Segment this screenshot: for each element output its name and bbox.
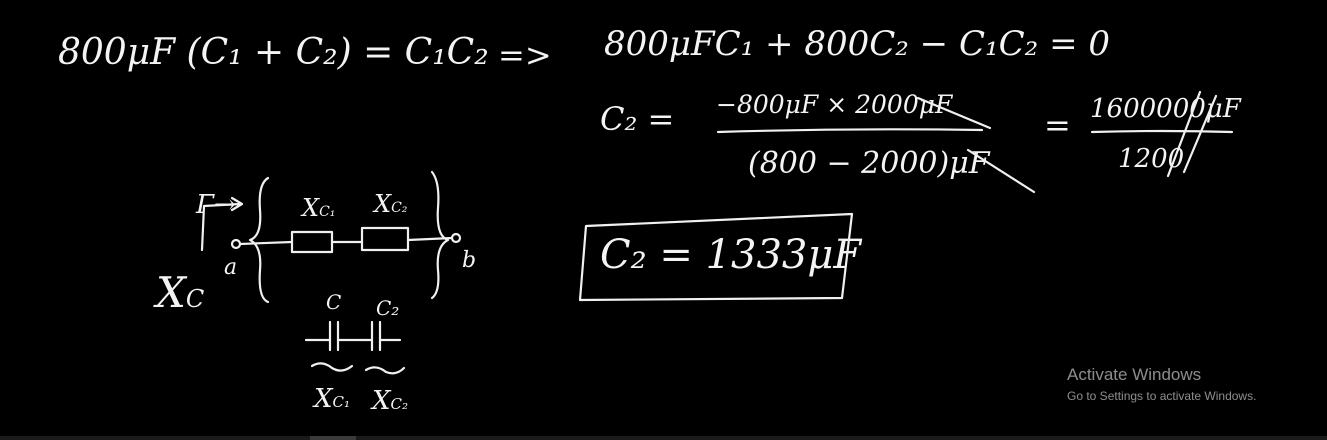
- node-b-label: b: [462, 248, 477, 273]
- c2-lhs: C₂ =: [600, 100, 675, 138]
- node-b-terminal: [452, 234, 460, 242]
- node-a-label: a: [224, 255, 238, 280]
- xc1-top-letter: X: [302, 194, 320, 222]
- circuit-arrow: [202, 198, 242, 250]
- xc1-top-subscript: C₁: [319, 204, 336, 220]
- activation-watermark: [1067, 365, 1256, 403]
- right-brace: [432, 172, 448, 298]
- equals-sign-2: =: [1044, 106, 1071, 144]
- impedance-xc2-box: [362, 228, 408, 250]
- squiggle-1: [312, 363, 352, 370]
- video-progress-track[interactable]: [0, 436, 1327, 440]
- capacitor-c2: [362, 322, 400, 350]
- xc-letter: X: [156, 268, 186, 317]
- fraction2-numerator: 1600000μF: [1090, 94, 1241, 124]
- fraction1-bar: [718, 129, 982, 132]
- cancel-stroke-4: [1184, 96, 1216, 172]
- bottom-xc1-letter: X: [314, 384, 333, 414]
- node-a-terminal: [232, 240, 240, 248]
- fraction1-numerator: −800μF × 2000μF: [716, 90, 953, 119]
- result-box: [580, 214, 852, 300]
- equation-line1-right: 800μFC₁ + 800C₂ − C₁C₂ = 0: [604, 24, 1110, 64]
- fraction2-denominator: 1200: [1118, 144, 1185, 174]
- fraction2-bar: [1092, 131, 1232, 132]
- arrow-label: Γ→: [196, 190, 236, 220]
- implies-arrow: =>: [498, 36, 552, 74]
- cancel-stroke-1: [918, 98, 990, 128]
- video-progress-marker[interactable]: [310, 436, 356, 440]
- squiggle-2: [366, 367, 404, 373]
- bottom-xc2-letter: X: [372, 386, 391, 416]
- watermark-title: Activate Windows: [1067, 365, 1202, 384]
- bottom-xc1-subscript: C₁: [332, 393, 351, 411]
- xc2-top-letter: X: [374, 190, 392, 218]
- xc-subscript: C: [185, 285, 205, 313]
- xc2-top-subscript: C₂: [391, 200, 408, 216]
- watermark-subtitle: Go to Settings to activate Windows.: [1067, 389, 1257, 403]
- capacitor-c1: [306, 322, 362, 350]
- circuit-wire-left: [240, 242, 292, 244]
- capacitor-c2-label: C₂: [376, 296, 400, 320]
- equation-line1-left: 800μF (C₁ + C₂) = C₁C₂: [58, 32, 489, 73]
- fraction1-denominator: (800 − 2000)μF: [748, 146, 990, 181]
- result-equation: C₂ = 1333μF: [600, 232, 862, 278]
- cancel-stroke-2: [968, 150, 1034, 192]
- bottom-xc2-subscript: C₂: [390, 395, 409, 413]
- capacitor-c1-label: C: [326, 290, 342, 314]
- left-brace: [250, 178, 268, 302]
- impedance-xc1-box: [292, 232, 332, 252]
- cancel-stroke-3: [1168, 92, 1200, 176]
